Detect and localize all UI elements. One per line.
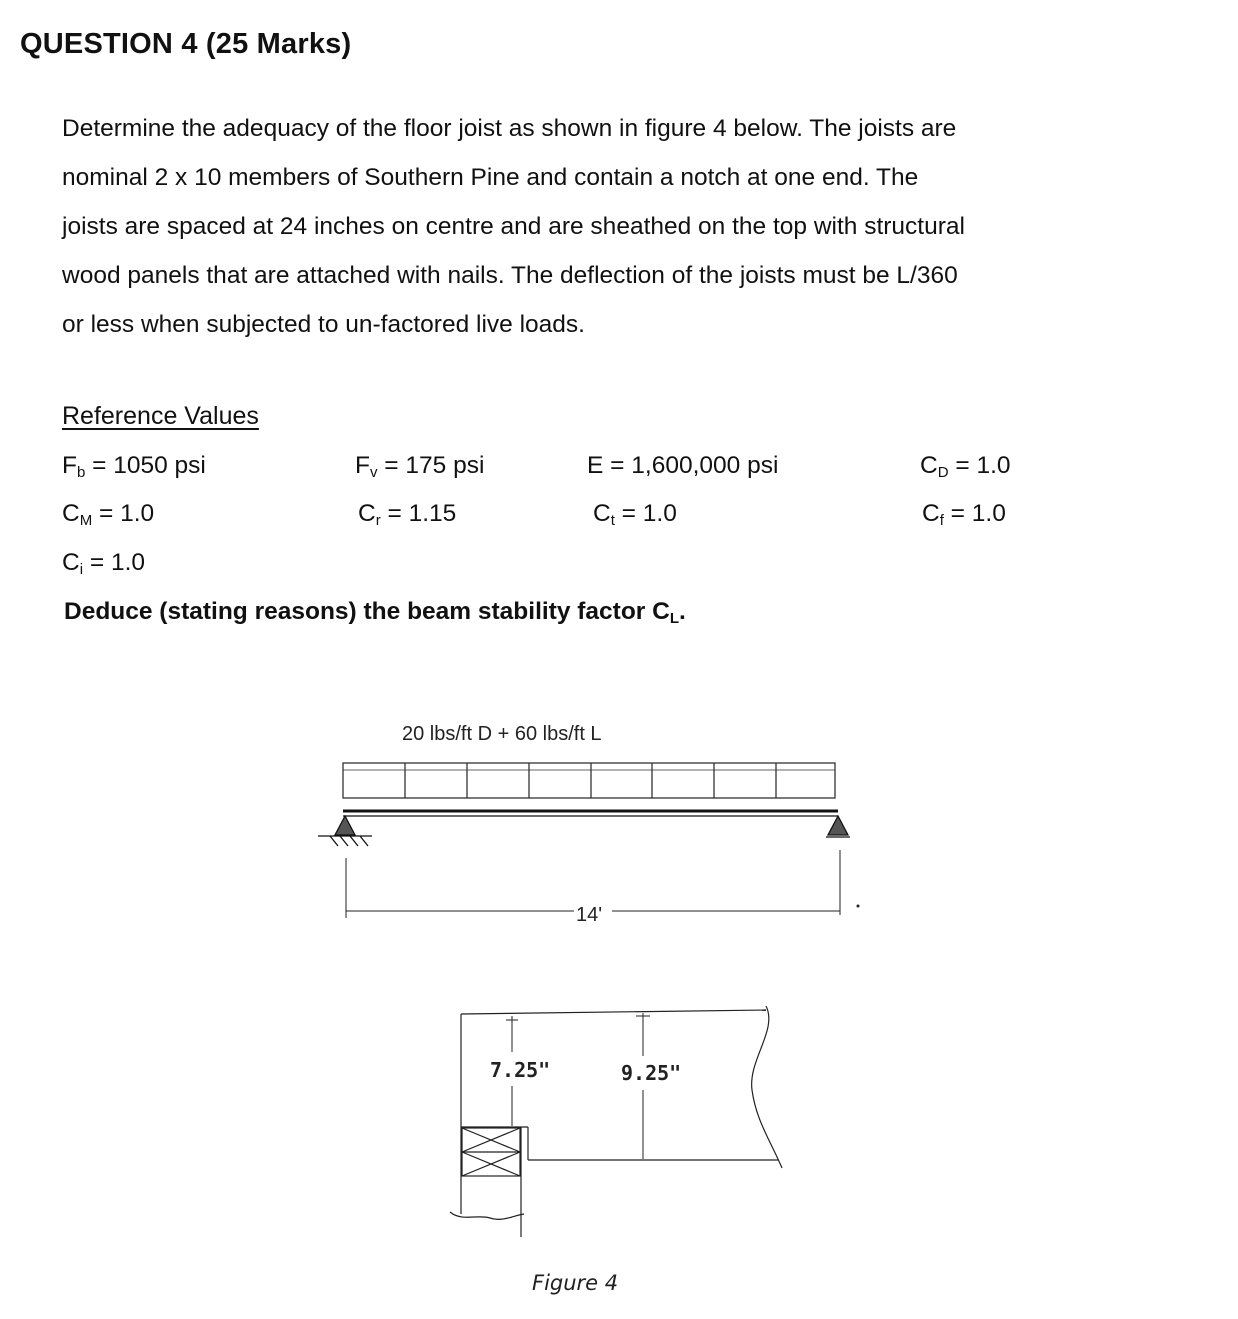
question-paragraph <box>62 104 1142 349</box>
paragraph-line: joists are spaced at 24 inches on centre and are sheathed on the top with structural <box>62 213 965 240</box>
fv-value: $F_v = 175$ psi <box>355 452 485 481</box>
ct-value: $C_t = 1.0$ <box>593 500 677 529</box>
notch-depth-label: 7.25" <box>490 1058 551 1082</box>
e-value: E = 1,600,000 psi <box>587 452 779 479</box>
paragraph-line: wood panels that are attached with nails. The deflection of the joists must be L/360 <box>62 262 958 289</box>
paragraph-line: Determine the adequacy of the floor joist as shown in figure 4 below. The joists are <box>62 115 957 142</box>
reference-values-heading: Reference Values <box>62 402 259 430</box>
deduce-instruction: Deduce (stating reasons) the beam stability factor $C_L$. <box>64 598 686 627</box>
ci-value: $C_i = 1.0$ <box>62 549 146 578</box>
cr-value: $C_r = 1.15$ <box>358 500 457 529</box>
load-label: 20 lbs/ft D + 60 lbs/ft L <box>402 723 602 745</box>
paragraph-line: nominal 2 x 10 members of Southern Pine and contain a notch at one end. The <box>62 164 919 191</box>
notch-depth-dimension <box>506 1016 518 1126</box>
figure-caption: Figure 4 <box>532 1271 619 1295</box>
bearing-wall <box>450 1127 524 1237</box>
cf-value: $C_f = 1.0$ <box>922 500 1006 529</box>
question-title: QUESTION 4 (25 Marks) <box>20 28 352 60</box>
full-depth-dimension <box>636 1013 650 1159</box>
span-dimension <box>346 850 859 918</box>
cm-value: $C_M = 1.0$ <box>62 500 155 529</box>
span-label: 14' <box>576 904 603 926</box>
left-pin-support <box>318 816 372 846</box>
fb-value: $F_b = 1050$ psi <box>62 452 206 481</box>
full-depth-label: 9.25" <box>621 1061 682 1085</box>
cd-value: $C_D = 1.0$ <box>920 452 1011 481</box>
beam <box>343 811 838 816</box>
paragraph-line: or less when subjected to un-factored live loads. <box>62 311 585 338</box>
notched-joist-detail <box>461 1006 782 1168</box>
right-support <box>826 816 850 837</box>
distributed-load-block <box>343 763 835 798</box>
